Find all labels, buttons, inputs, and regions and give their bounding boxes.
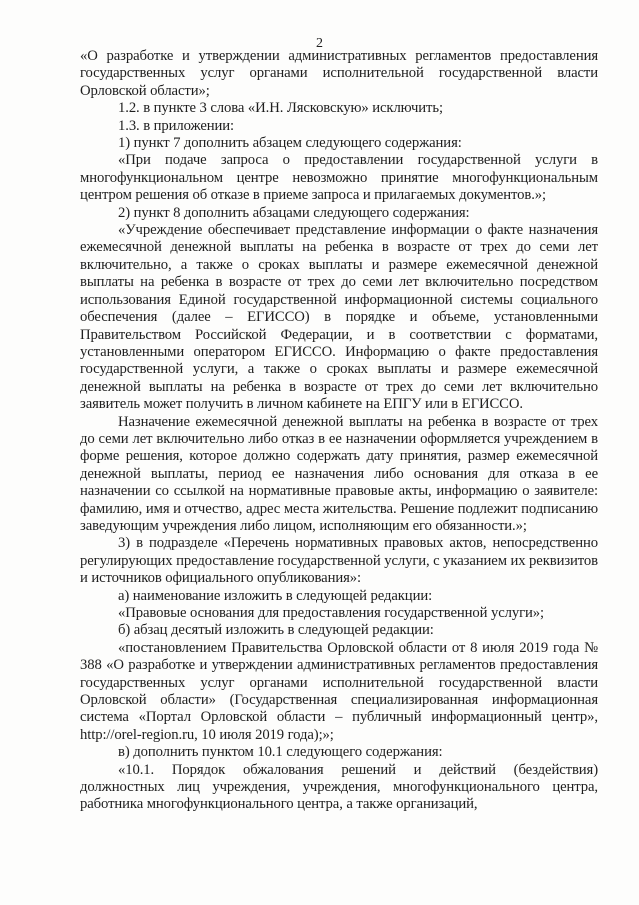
paragraph-subitem-3a: а) наименование изложить в следующей редакции: <box>118 587 433 604</box>
paragraph-quote-3c: «10.1. Порядок обжалования решений и действий (бездействия) должностных лиц учреждения, учреждения, многофункционального центра, работника многофункционального центра, а также организаций, <box>80 761 598 813</box>
paragraph-continuation: «О разработке и утверждении административных регламентов предоставления государственных услуг органами исполнительной государственной власти Орловской области»; <box>80 48 598 99</box>
paragraph-subitem-3: 3) в подразделе «Перечень нормативных правовых актов, непосредственно регулирующих предоставление государственной услуги, с указанием их реквизитов и источников официального опубликования»: <box>80 535 599 587</box>
paragraph-quote-3a: «Правовые основания для предоставления государственной услуги»; <box>118 605 545 621</box>
paragraph-quote-3b: «постановлением Правительства Орловской области от 8 июля 2019 года № 388 «О разработке и утверждении административных регламентов предоставления государственных услуг органами исполнительной государственной власти Орловской области» (Государственная специализированная информационная система «Портал Орловской области – публичный информационный центр», http://orel-region.ru, 10 июля 2019 года);»; <box>80 639 598 743</box>
paragraph-subitem-3b: б) абзац десятый изложить в следующей редакции: <box>118 622 434 639</box>
paragraph-quote-2: «Учреждение обеспечивает представление информации о факте назначения ежемесячной денежной выплаты на ребенка в возрасте от трех до семи лет включительно, а также о сроках выплаты и размере ежемесячной денежной выплаты на ребенка в возрасте от трех до семи лет включительно посредством использования Единой государственной информационной системы социального обеспечения (далее – ЕГИССО) в порядке и объеме, установленными Правительством Российской Федерации, и в соответствии с форматами, установленными оператором ЕГИССО. Информацию о факте предоставления государственной услуги, а также о сроках выплаты и размере ежемесячной денежной выплаты на ребенка в возрасте от трех до семи лет включительно заявитель может получить в личном кабинете на ЕПГУ или в ЕГИССО. <box>80 222 598 413</box>
paragraph-subitem-3c: в) дополнить пунктом 10.1 следующего содержания: <box>118 744 443 761</box>
paragraph-subitem-1: 1) пункт 7 дополнить абзацем следующего содержания: <box>118 135 462 152</box>
paragraph-item-1-3: 1.3. в приложении: <box>118 117 235 134</box>
paragraph-subitem-2: 2) пункт 8 дополнить абзацами следующего содержания: <box>118 204 470 221</box>
paragraph-item-1-2: 1.2. в пункте 3 слова «И.Н. Лясковскую» исключить; <box>118 100 443 117</box>
paragraph-quote-2-continued: Назначение ежемесячной денежной выплаты на ребенка в возрасте от трех до семи лет включительно либо отказ в ее назначении оформляется учреждением в форме решения, которое должно содержать дату принятия, размер ежемесячной денежной выплаты, период ее назначения либо основания для отказа в ее назначении со ссылкой на нормативные правовые акты, информацию о заявителе: фамилию, имя и отчество, адрес места жительства. Решение подлежит подписанию заведующим учреждения либо лицом, исполняющим его обязанности.»; <box>80 413 598 534</box>
page-number: 2 <box>316 36 323 51</box>
document-body <box>80 48 598 814</box>
paragraph-quote-1: «При подаче запроса о предоставлении государственной услуги в многофункциональном центре невозможно принятие многофункциональным центром решения об отказе в приеме запроса и прилагаемых документов.»; <box>80 152 598 204</box>
